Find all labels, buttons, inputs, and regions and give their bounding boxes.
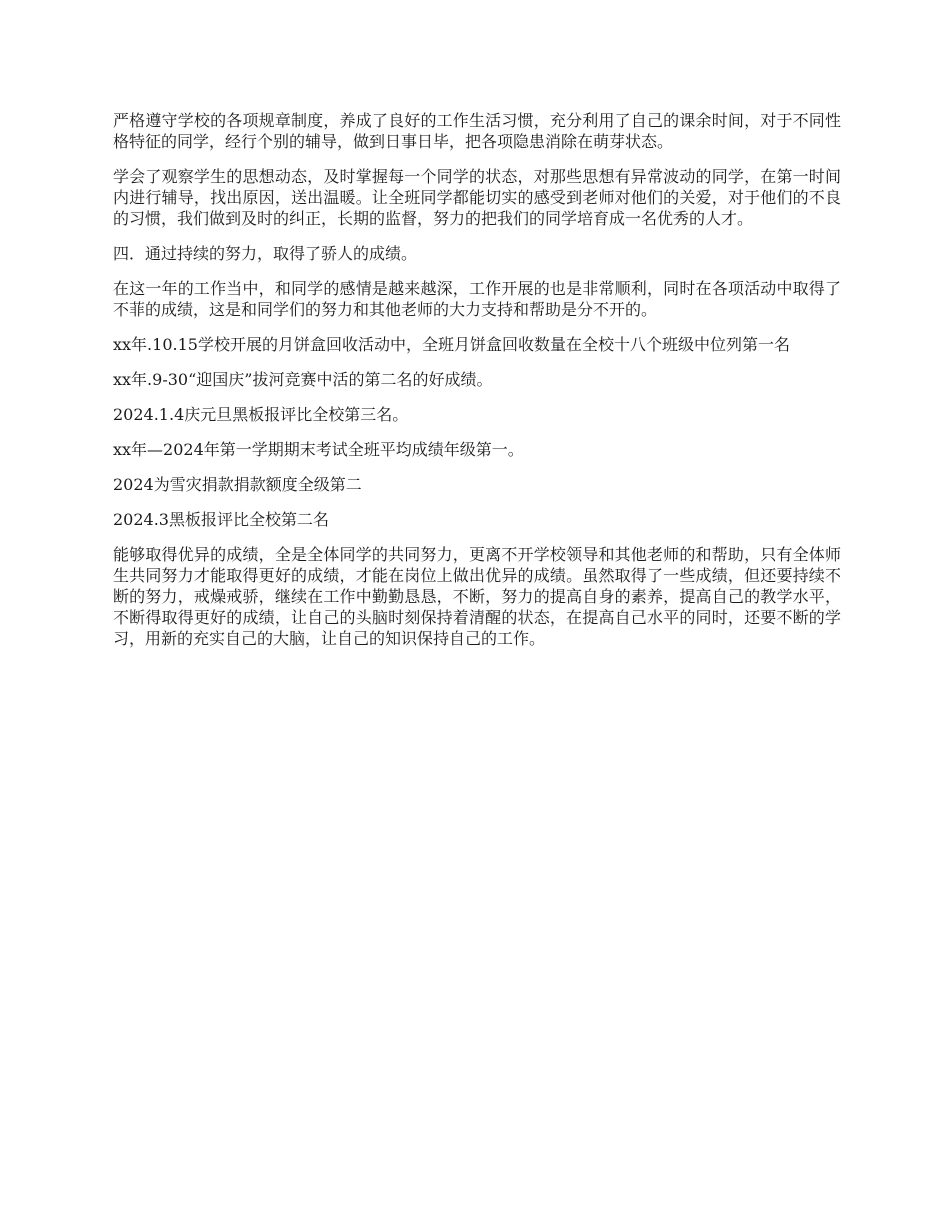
section-heading-achievements: 四．通过持续的努力，取得了骄人的成绩。 xyxy=(113,244,418,263)
paragraph-student-care: 学会了观察学生的思想动态，及时掌握每一个同学的状态，对那些思想有异常波动的同学，在第一时间内进行辅导，找出原因，送出温暖。让全班同学都能切实的感受到老师对他们的关爱，对于他们的不良的习惯，我们做到及时的纠正，长期的监督，努力的把我们的同学培育成一名优秀的人才。 xyxy=(113,167,841,228)
paragraph-conclusion: 能够取得优异的成绩，全是全体同学的共同努力，更离不开学校领导和其他老师的和帮助，只有全体师生共同努力才能取得更好的成绩，才能在岗位上做出优异的成绩。虽然取得了一些成绩，但还要持续不断的努力，戒燥戒骄，继续在工作中勤勤恳恳，不断，努力的提高自身的素养，提高自己的教学水平，不断得取得更好的成绩，让自己的头脑时刻保持着清醒的状态，在提高自己水平的同时，还要不断的学习，用新的充实自己的大脑，让自己的知识保持自己的工作。 xyxy=(113,545,841,648)
document-page xyxy=(113,110,841,663)
achievement-item: 2024为雪灾捐款捐款额度全级第二 xyxy=(113,475,362,494)
achievement-item: xx年.9-30“迎国庆”拔河竞赛中活的第二名的好成绩。 xyxy=(113,370,493,389)
paragraph-year-summary: 在这一年的工作当中，和同学的感情是越来越深，工作开展的也是非常顺利，同时在各项活动中取得了不菲的成绩，这是和同学们的努力和其他老师的大力支持和帮助是分不开的。 xyxy=(113,279,841,319)
achievement-item: xx年—2024年第一学期期末考试全班平均成绩年级第一。 xyxy=(113,440,524,459)
achievement-item: 2024.1.4庆元旦黑板报评比全校第三名。 xyxy=(113,405,409,424)
achievement-item: xx年.10.15学校开展的月饼盒回收活动中，全班月饼盒回收数量在全校十八个班级中位列第一名 xyxy=(113,335,790,354)
paragraph-discipline: 严格遵守学校的各项规章制度，养成了良好的工作生活习惯，充分利用了自己的课余时间，对于不同性格特征的同学，经行个别的辅导，做到日事日毕，把各项隐患消除在萌芽状态。 xyxy=(113,111,841,151)
achievement-item: 2024.3黑板报评比全校第二名 xyxy=(113,510,329,529)
